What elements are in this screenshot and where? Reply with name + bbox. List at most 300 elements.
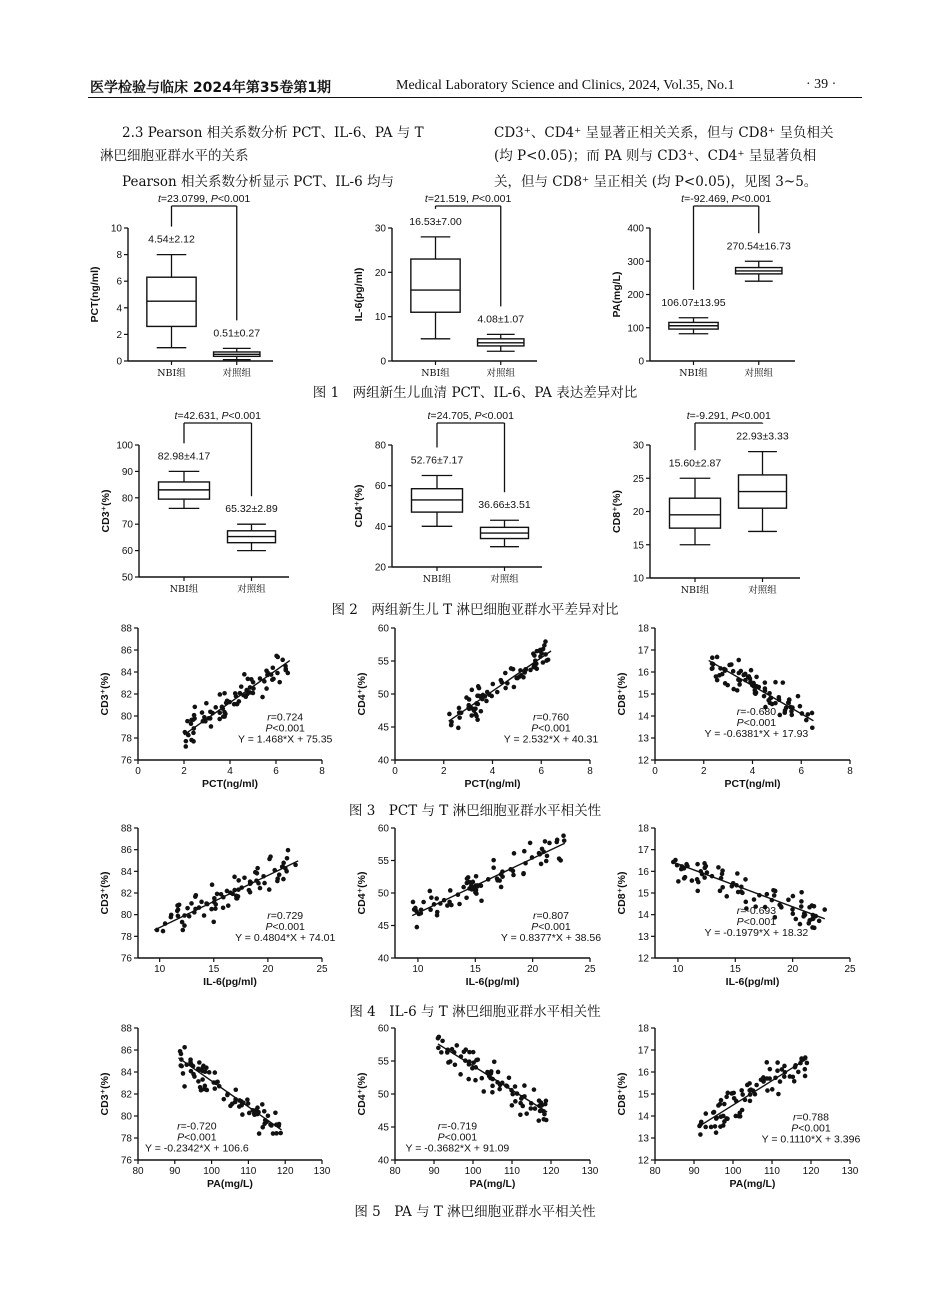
data-point [780, 1067, 785, 1072]
body-text-line: 淋巴细胞亚群水平的关系 [100, 148, 249, 164]
mean-sd-label: 52.76±7.17 [410, 454, 464, 467]
data-point [720, 872, 725, 877]
mean-sd-label: 4.54±2.12 [148, 233, 195, 246]
data-point [465, 876, 470, 881]
data-point [457, 902, 462, 907]
y-tick-label: 90 [121, 466, 133, 478]
y-tick-label: 50 [377, 689, 389, 701]
plot-area [99, 1024, 331, 1191]
data-point [233, 1087, 238, 1092]
data-point [226, 903, 231, 908]
data-point [435, 913, 440, 918]
data-point [518, 1101, 523, 1106]
data-point [450, 1047, 455, 1052]
data-point [491, 858, 496, 863]
data-point [724, 1095, 729, 1100]
y-tick-label: 50 [377, 888, 389, 900]
data-point [539, 651, 544, 656]
figure-caption: 图 5 PA 与 T 淋巴细胞亚群水平相关性 [354, 1204, 596, 1220]
y-tick-label: 76 [120, 755, 132, 767]
plot-area [356, 1024, 599, 1191]
y-tick-label: 86 [120, 645, 132, 657]
y-tick-label: 17 [637, 845, 649, 857]
data-point [743, 900, 748, 905]
data-point [234, 893, 239, 898]
y-tick-label: 18 [637, 823, 649, 835]
data-point [512, 685, 517, 690]
plot-area [100, 410, 289, 595]
data-point [544, 859, 549, 864]
stat-label: Y = -0.3682*X + 91.09 [405, 1142, 510, 1155]
data-point [702, 861, 707, 866]
data-point [737, 682, 742, 687]
data-point [445, 903, 450, 908]
data-point [714, 1130, 719, 1135]
x-tick-label: 80 [649, 1166, 661, 1177]
data-point [274, 1131, 279, 1136]
y-tick-label: 78 [120, 931, 132, 943]
stat-label: P<0.001 [437, 1131, 478, 1144]
x-tick-label: 对照组 [222, 368, 252, 379]
y-axis-label: CD4⁺(%) [356, 871, 368, 915]
data-point [782, 1074, 787, 1079]
y-axis-label: IL-6(pg/ml) [353, 267, 365, 322]
data-point [733, 1114, 738, 1119]
mean-sd-label: 36.66±3.51 [478, 499, 531, 512]
data-point [711, 1110, 716, 1115]
data-point [457, 715, 462, 720]
mean-sd-label: 4.08±1.07 [477, 313, 525, 326]
data-point [453, 1062, 458, 1067]
data-point [178, 1063, 183, 1068]
data-point [499, 885, 504, 890]
data-point [524, 1111, 529, 1116]
data-point [737, 671, 742, 676]
data-point [191, 739, 196, 744]
x-tick-label: 120 [802, 1166, 820, 1177]
data-point [440, 1039, 445, 1044]
data-point [448, 888, 453, 893]
y-tick-label: 88 [120, 823, 132, 835]
mean-sd-label: 22.93±3.33 [736, 430, 789, 443]
chart-pct [58, 188, 318, 388]
chart-s31 [68, 588, 333, 790]
y-tick-label: 25 [632, 473, 644, 485]
stat-label: r=-0.719 [437, 1120, 478, 1133]
x-tick-label: 100 [464, 1166, 482, 1177]
x-tick-label: 6 [538, 766, 545, 777]
data-point [737, 1111, 742, 1116]
y-tick-label: 12 [637, 1155, 649, 1167]
x-tick-label: NBI组 [157, 368, 186, 379]
data-point [439, 1050, 444, 1055]
x-tick-label: 20 [787, 964, 799, 975]
data-point [267, 887, 272, 892]
data-point [209, 724, 214, 729]
data-point [716, 865, 721, 870]
y-axis-label: PCT(ng/ml) [89, 266, 101, 323]
data-point [805, 1061, 810, 1066]
data-point [270, 677, 275, 682]
x-tick-label: 25 [316, 964, 328, 975]
y-tick-label: 82 [120, 888, 132, 900]
page-number: · 39 · [806, 77, 837, 92]
data-point [791, 894, 796, 899]
y-tick-label: 15 [637, 888, 649, 900]
data-point [169, 913, 174, 918]
data-point [731, 687, 736, 692]
body-text-line: Pearson 相关系数分析显示 PCT、IL-6 均与 [122, 174, 394, 190]
data-point [479, 709, 484, 714]
stat-label: P<0.001 [265, 921, 305, 933]
data-point [754, 675, 759, 680]
y-tick-label: 0 [116, 356, 122, 368]
data-point [534, 667, 539, 672]
data-point [676, 879, 681, 884]
stat-label: t=24.705, P<0.001 [427, 410, 514, 422]
data-point [255, 866, 260, 871]
data-point [793, 917, 798, 922]
data-point [731, 669, 736, 674]
stat-label: P<0.001 [531, 722, 571, 735]
y-tick-label: 20 [632, 507, 644, 518]
data-point [718, 889, 723, 894]
data-point [237, 1104, 242, 1109]
data-point [532, 653, 537, 658]
mean-sd-label: 270.54±16.73 [726, 240, 791, 253]
data-point [752, 897, 757, 902]
x-axis-label: PA(mg/L) [469, 1178, 516, 1190]
data-point [262, 881, 267, 886]
data-point [471, 707, 476, 712]
data-point [199, 900, 204, 905]
x-tick-label: 对照组 [490, 574, 519, 585]
y-tick-label: 12 [637, 953, 649, 965]
data-point [772, 893, 777, 898]
x-axis-label: PA(mg/L) [207, 1178, 253, 1190]
data-point [479, 898, 484, 903]
y-axis-label: CD4⁺(%) [356, 672, 368, 716]
data-point [799, 890, 804, 895]
x-tick-label: NBI组 [422, 574, 452, 585]
page-header [0, 0, 950, 100]
data-point [196, 1079, 201, 1084]
data-point [778, 1079, 783, 1084]
x-tick-label: 25 [844, 964, 856, 975]
data-point [777, 713, 782, 718]
data-point [528, 841, 533, 846]
data-point [464, 695, 469, 700]
data-point [766, 698, 771, 703]
plot-area [99, 624, 333, 791]
figure-caption: 图 1 两组新生儿血清 PCT、IL-6、PA 表达差异对比 [312, 385, 638, 401]
y-tick-label: 100 [116, 440, 133, 452]
journal-title-en: Medical Laboratory Science and Clinics, 2024, Vol.35, No.1 [396, 78, 735, 93]
y-tick-label: 55 [377, 1056, 389, 1068]
x-tick-label: 100 [203, 1166, 220, 1177]
x-tick-label: 120 [276, 1166, 294, 1177]
data-point [484, 699, 489, 704]
y-tick-label: 300 [627, 256, 644, 268]
data-point [740, 1092, 745, 1097]
y-tick-label: 10 [110, 223, 122, 235]
x-tick-label: 8 [587, 766, 593, 777]
plot-area [353, 410, 542, 585]
x-tick-label: 20 [262, 964, 274, 975]
y-tick-label: 30 [632, 440, 644, 452]
data-point [765, 892, 770, 897]
stat-label: r=0.729 [267, 910, 304, 922]
data-point [776, 1092, 781, 1097]
data-point [181, 1071, 186, 1076]
x-tick-label: 15 [729, 964, 741, 975]
data-point [258, 886, 263, 891]
regression-line [412, 843, 565, 915]
data-point [718, 1124, 723, 1129]
y-tick-label: 86 [120, 1045, 132, 1057]
data-point [798, 704, 803, 709]
data-point [545, 854, 550, 859]
y-tick-label: 15 [632, 540, 644, 552]
data-point [540, 847, 545, 852]
x-tick-label: 15 [208, 964, 220, 975]
data-point [222, 691, 227, 696]
stat-label: P<0.001 [177, 1131, 217, 1144]
data-point [782, 710, 787, 715]
x-tick-label: NBI组 [421, 368, 450, 379]
y-tick-label: 78 [120, 733, 132, 745]
journal-title-cn: 医学检验与临床 2024年第35卷第1期 [90, 80, 332, 96]
regression-line [438, 1044, 547, 1112]
data-point [709, 1125, 714, 1130]
data-point [518, 1112, 523, 1117]
data-point [510, 1103, 515, 1108]
stat-label: r=0.788 [793, 1111, 829, 1124]
y-tick-label: 86 [120, 845, 132, 857]
data-point [736, 890, 741, 895]
data-point [202, 913, 207, 918]
y-tick-label: 40 [377, 953, 389, 965]
y-tick-label: 60 [374, 481, 386, 493]
data-point [274, 654, 279, 659]
data-point [810, 725, 815, 730]
data-point [189, 718, 194, 723]
data-point [415, 925, 420, 930]
plot-area [89, 193, 273, 379]
data-point [200, 710, 205, 715]
data-point [513, 1099, 518, 1104]
data-point [810, 711, 815, 716]
data-point [281, 861, 286, 866]
data-point [543, 639, 548, 644]
data-point [743, 672, 748, 677]
y-axis-label: CD3⁺(%) [100, 489, 112, 533]
data-point [799, 899, 804, 904]
x-tick-label: 100 [724, 1166, 742, 1177]
x-axis-label: PCT(ng/ml) [724, 778, 781, 790]
data-point [822, 907, 827, 912]
data-point [684, 862, 689, 867]
stat-label: Y = 0.8377*X + 38.56 [500, 932, 602, 944]
y-tick-label: 6 [116, 276, 122, 288]
data-point [180, 920, 185, 925]
chart-il6 [322, 188, 582, 388]
data-point [191, 1072, 196, 1077]
data-point [807, 905, 812, 910]
data-point [285, 856, 290, 861]
y-tick-label: 40 [377, 1155, 389, 1167]
x-tick-label: 对照组 [486, 368, 516, 379]
y-tick-label: 84 [120, 667, 132, 679]
x-tick-label: 10 [154, 964, 166, 975]
data-point [715, 678, 720, 683]
x-tick-label: 8 [319, 766, 325, 777]
y-tick-label: 45 [377, 1122, 389, 1134]
y-tick-label: 14 [637, 910, 649, 922]
x-tick-label: 2 [700, 766, 707, 777]
data-point [748, 1099, 753, 1104]
data-point [449, 723, 454, 728]
y-tick-label: 15 [637, 689, 649, 701]
y-tick-label: 50 [121, 572, 133, 584]
stat-label: Y = -0.2342*X + 106.6 [145, 1142, 249, 1155]
y-tick-label: 16 [637, 667, 649, 679]
x-tick-label: 130 [841, 1166, 859, 1177]
x-tick-label: 120 [542, 1166, 560, 1177]
chart-s33 [585, 588, 853, 790]
data-point [492, 1059, 497, 1064]
data-point [491, 682, 496, 687]
regression-line [698, 1059, 807, 1127]
y-axis-label: CD8⁺(%) [616, 1072, 628, 1116]
data-point [764, 1060, 769, 1065]
data-point [503, 671, 508, 676]
data-point [278, 1131, 283, 1136]
chart-cd8 [580, 405, 840, 605]
data-point [796, 1070, 801, 1075]
data-point [197, 1060, 202, 1065]
data-point [225, 889, 230, 894]
data-point [180, 928, 185, 933]
stat-label: r=0.807 [533, 910, 569, 922]
y-tick-label: 84 [120, 866, 132, 878]
data-point [673, 858, 678, 863]
data-point [512, 851, 517, 856]
data-point [264, 686, 269, 691]
x-tick-label: 80 [389, 1166, 401, 1177]
x-tick-label: NBI组 [169, 584, 199, 595]
y-tick-label: 60 [377, 1023, 389, 1035]
data-point [436, 1046, 441, 1051]
figure-caption: 图 3 PCT 与 T 淋巴细胞亚群水平相关性 [348, 803, 602, 819]
data-point [213, 705, 218, 710]
stat-label: r=-0.720 [177, 1120, 217, 1133]
stat-label: P<0.001 [736, 717, 777, 730]
data-point [475, 717, 480, 722]
data-point [193, 705, 198, 710]
stat-label: r=0.760 [533, 711, 569, 724]
data-point [245, 1097, 250, 1102]
data-point [786, 898, 791, 903]
data-point [479, 1076, 484, 1081]
stat-label: Y = -0.1979*X + 18.32 [704, 926, 809, 939]
data-point [178, 1049, 183, 1054]
x-tick-label: 20 [527, 964, 539, 975]
y-tick-label: 82 [120, 1089, 132, 1101]
data-point [724, 894, 729, 899]
data-point [695, 877, 700, 882]
y-tick-label: 0 [380, 356, 386, 368]
data-point [284, 869, 289, 874]
data-point [202, 1087, 207, 1092]
data-point [522, 1083, 527, 1088]
y-tick-label: 80 [120, 1111, 132, 1123]
data-point [521, 675, 526, 680]
data-point [810, 925, 815, 930]
regression-line [178, 1058, 281, 1130]
stat-label: Y = -0.6381*X + 17.93 [704, 728, 809, 741]
y-tick-label: 80 [120, 910, 132, 922]
data-point [260, 1102, 265, 1107]
data-point [528, 1106, 533, 1111]
mean-sd-label: 15.60±2.87 [668, 457, 722, 470]
data-point [775, 1060, 780, 1065]
stat-label: Y = 0.1110*X + 3.396 [761, 1133, 861, 1146]
data-point [799, 904, 804, 909]
data-point [466, 1077, 471, 1082]
x-axis-label: PA(mg/L) [729, 1178, 776, 1190]
data-point [703, 1125, 708, 1130]
data-point [217, 717, 222, 722]
y-tick-label: 45 [377, 921, 389, 932]
data-point [503, 686, 508, 691]
data-point [759, 1077, 764, 1082]
data-point [264, 669, 269, 674]
x-tick-label: 110 [764, 1166, 780, 1177]
data-point [775, 1068, 780, 1073]
stat-label: P<0.001 [265, 722, 305, 735]
data-point [192, 713, 197, 718]
data-point [242, 875, 247, 880]
data-point [679, 867, 684, 872]
body-text-line: 关，但与 CD8⁺ 呈正相关 (均 P<0.05)，见图 3~5。 [494, 174, 818, 190]
data-point [266, 1113, 271, 1118]
stat-label: Y = 1.468*X + 75.35 [238, 733, 333, 746]
data-point [184, 739, 189, 744]
data-point [763, 680, 768, 685]
data-point [421, 900, 426, 905]
x-tick-label: 25 [584, 964, 596, 975]
y-tick-label: 18 [637, 623, 649, 635]
y-tick-label: 17 [637, 1045, 649, 1057]
y-tick-label: 50 [377, 1089, 389, 1101]
data-point [791, 911, 796, 916]
data-point [561, 833, 566, 838]
y-tick-label: 78 [120, 1133, 132, 1145]
x-tick-label: 15 [469, 964, 481, 975]
data-point [449, 903, 454, 908]
y-axis-label: CD3⁺(%) [99, 672, 111, 716]
stat-label: r=-0.680 [736, 706, 777, 719]
data-point [275, 879, 280, 884]
y-axis-label: CD8⁺(%) [616, 672, 628, 716]
data-point [221, 905, 226, 910]
x-tick-label: 90 [169, 1166, 181, 1177]
data-point [176, 907, 181, 912]
data-point [754, 1083, 759, 1088]
x-tick-label: 4 [489, 766, 496, 777]
data-point [555, 838, 560, 843]
